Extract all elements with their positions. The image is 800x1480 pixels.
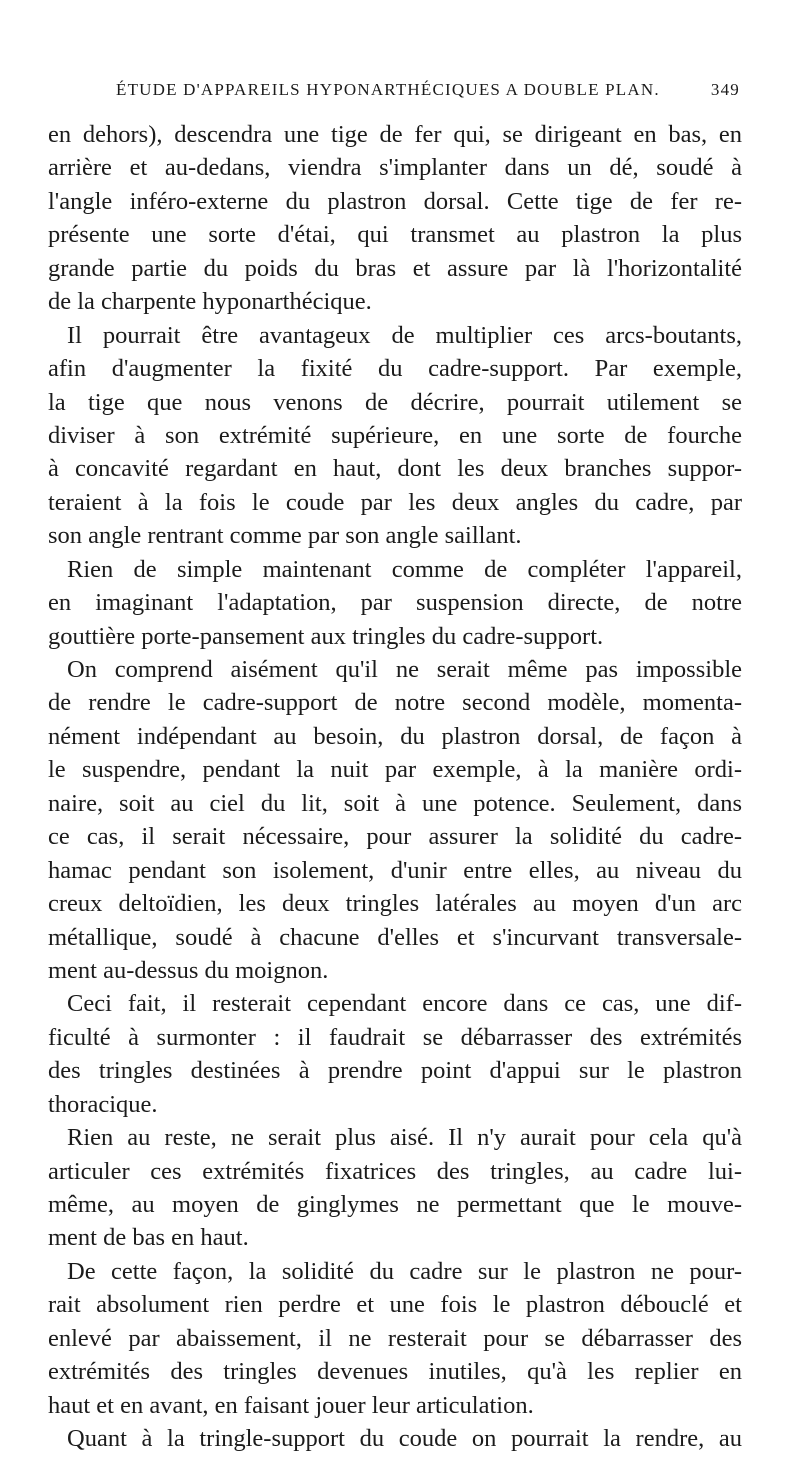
paragraph [48, 1255, 742, 1422]
text-line: présente une sorte d'étai, qui transmet au plastron la plus [48, 221, 742, 249]
paragraph [48, 118, 742, 319]
text-line: extrémités des tringles devenues inutiles, qu'à les replier en [48, 1358, 742, 1386]
text-line: arrière et au-dedans, viendra s'implanter dans un dé, soudé à [48, 154, 742, 182]
running-title: ÉTUDE D'APPAREILS HYPONARTHÉCIQUES A DOUBLE PLAN. [116, 80, 660, 99]
text-line: haut et en avant, en faisant jouer leur articulation. [48, 1391, 534, 1419]
text-line: grande partie du poids du bras et assure par là l'horizontalité [48, 254, 742, 282]
text-line: l'angle inféro-externe du plastron dorsal. Cette tige de fer re- [48, 187, 742, 215]
page-number: 349 [710, 80, 740, 99]
body-text [48, 118, 742, 1456]
text-line: en dehors), descendra une tige de fer qui, se dirigeant en bas, en [48, 121, 742, 148]
text-line: métallique, soudé à chacune d'elles et s'incurvant transversale- [48, 923, 742, 951]
text-line: en imaginant l'adaptation, par suspension directe, de notre [48, 589, 742, 617]
paragraph [48, 653, 742, 987]
text-line: même, au moyen de ginglymes ne permettant que le mouve- [48, 1191, 742, 1218]
text-line: teraient à la fois le coude par les deux angles du cadre, par [48, 488, 742, 516]
text-line: De cette façon, la solidité du cadre sur le plastron ne pour- [67, 1257, 742, 1285]
text-line: la tige que nous venons de décrire, pourrait utilement se [48, 388, 742, 416]
text-line: Rien au reste, ne serait plus aisé. Il n'y aurait pour cela qu'à [67, 1124, 742, 1152]
text-line: nément indépendant au besoin, du plastron dorsal, de façon à [48, 722, 742, 750]
text-line: diviser à son extrémité supérieure, en une sorte de fourche [48, 421, 742, 449]
text-line: ment au-dessus du moignon. [48, 956, 329, 984]
text-line: ce cas, il serait nécessaire, pour assurer la solidité du cadre- [48, 823, 742, 851]
running-header [116, 78, 740, 102]
text-line: On comprend aisément qu'il ne serait même pas impossible [67, 656, 742, 683]
paragraph [48, 987, 742, 1121]
text-line: le suspendre, pendant la nuit par exemple, à la manière ordi- [48, 756, 742, 784]
text-line: rait absolument rien perdre et une fois le plastron débouclé et [48, 1291, 742, 1319]
text-line: thoracique. [48, 1090, 158, 1118]
text-line: enlevé par abaissement, il ne resterait pour se débarrasser des [48, 1324, 742, 1352]
text-line: de la charpente hyponarthécique. [48, 288, 372, 316]
text-line: son angle rentrant comme par son angle saillant. [48, 522, 522, 550]
text-line: gouttière porte-pansement aux tringles du cadre-support. [48, 622, 604, 650]
text-line: articuler ces extrémités fixatrices des tringles, au cadre lui- [48, 1157, 742, 1185]
text-line: des tringles destinées à prendre point d'appui sur le plastron [48, 1057, 742, 1085]
text-line: ment de bas en haut. [48, 1224, 249, 1252]
text-line: Rien de simple maintenant comme de compléter l'appareil, [67, 555, 742, 583]
paragraph [48, 553, 742, 653]
text-line: à concavité regardant en haut, dont les deux branches suppor- [48, 455, 742, 483]
paragraph [48, 1422, 742, 1455]
text-line: de rendre le cadre-support de notre second modèle, momenta- [48, 689, 742, 717]
text-line: ficulté à surmonter : il faudrait se débarrasser des extrémités [48, 1023, 742, 1051]
text-line: naire, soit au ciel du lit, soit à une potence. Seulement, dans [48, 789, 742, 817]
text-line: creux deltoïdien, les deux tringles latérales au moyen d'un arc [48, 890, 742, 918]
paragraph [48, 1121, 742, 1255]
text-line: Quant à la tringle-support du coude on pourrait la rendre, au [67, 1425, 742, 1453]
text-line: afin d'augmenter la fixité du cadre-support. Par exemple, [48, 355, 742, 383]
paragraph [48, 319, 742, 553]
text-line: Ceci fait, il resterait cependant encore dans ce cas, une dif- [67, 990, 742, 1018]
text-line: Il pourrait être avantageux de multiplier ces arcs-boutants, [67, 321, 742, 349]
text-line: hamac pendant son isolement, d'unir entre elles, au niveau du [48, 856, 742, 884]
